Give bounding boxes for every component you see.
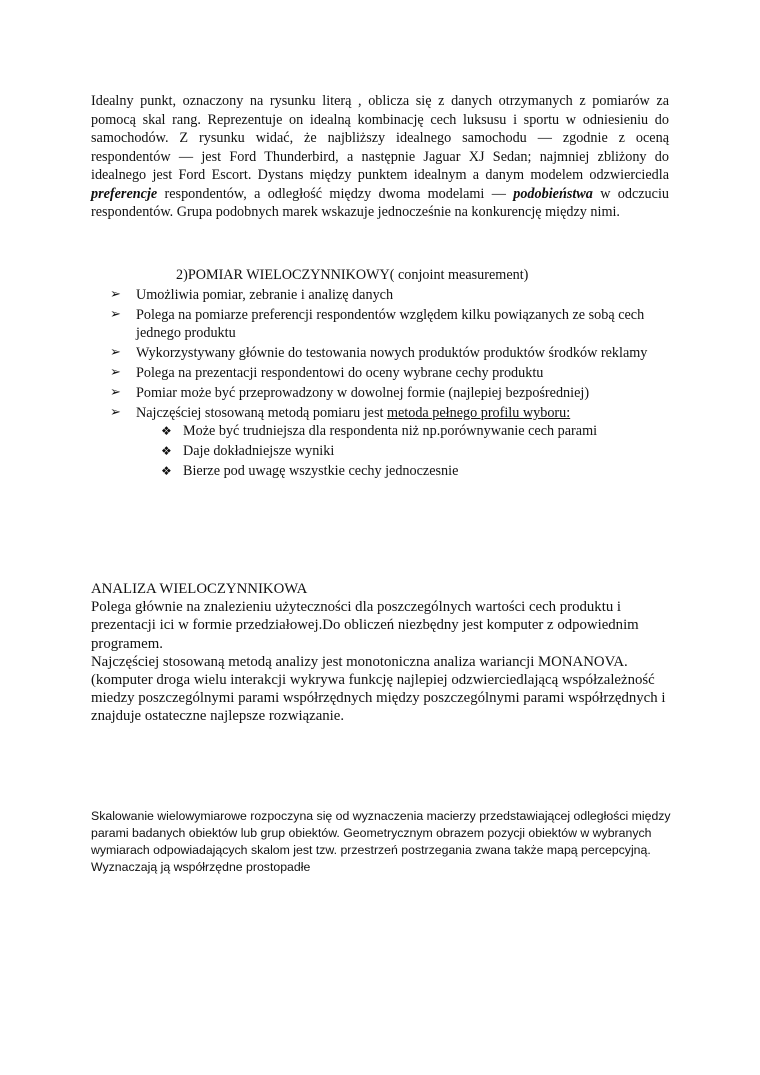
conjoint-bullet-list <box>108 286 668 482</box>
para1-text-2: respondentów, a odległość między dwoma modelami — <box>157 185 514 202</box>
bullet-text: Umożliwia pomiar, zebranie i analizę danych <box>136 287 394 303</box>
bullet-text: Najczęściej stosowaną metodą pomiaru jest <box>136 405 387 421</box>
preferences-term: preferencje <box>91 185 158 202</box>
sub-bullet-item <box>160 422 692 440</box>
multifactor-analysis-section <box>91 580 681 726</box>
bullet-item <box>108 286 668 304</box>
bullet-item <box>108 306 668 342</box>
diamond-bullet-icon: ❖ <box>161 424 172 438</box>
sub-bullet-item <box>160 462 692 480</box>
para1-text-3: w odczuciu respondentów. Grupa podobnych marek wskazuje jednocześnie na konkurencję między nimi. <box>91 185 669 220</box>
bullet-text: Wykorzystywany głównie do testowania nowych produktów produktów środków reklamy <box>136 345 648 361</box>
bullet-item <box>108 384 668 402</box>
arrow-bullet-icon: ➢ <box>110 405 121 420</box>
similarities-term: podobieństwa <box>513 185 593 202</box>
sub-bullet-text: Daje dokładniejsze wyniki <box>183 443 335 459</box>
arrow-bullet-icon: ➢ <box>110 307 121 322</box>
arrow-bullet-icon: ➢ <box>110 365 121 380</box>
analysis-heading: ANALIZA WIELOCZYNNIKOWA <box>91 581 308 597</box>
arrow-bullet-icon: ➢ <box>110 345 121 360</box>
sub-bullet-text: Bierze pod uwagę wszystkie cechy jednoczesnie <box>183 463 459 479</box>
sub-bullet-item <box>160 442 692 460</box>
sub-bullet-list <box>160 422 692 480</box>
mds-paragraph: Skalowanie wielowymiarowe rozpoczyna się od wyznaczenia macierzy przedstawiającej odległości między parami badanych obiektów lub grup obiektów. Geometrycznym obrazem pozycji obiektów w wybranych wymiarach odpowiadających skalom jest tzw. przestrzeń postrzegania zwana także mapą percepcyjną. Wyznaczają ją współrzędne prostopadłe <box>91 809 671 874</box>
bullet-text: Polega na prezentacji respondentowi do oceny wybrane cechy produktu <box>136 365 544 381</box>
para1-text-1: Idealny punkt, oznaczony na rysunku literą , oblicza się z danych otrzymanych z pomiarów za pomocą skal rang. Reprezentuje on idealną kombinację cech luksusu i sportu w odniesieniu do samochodów. Z rysunku widać, że najbliższy idealnego samochodu — zgodnie z oceną respondentów — jest Ford Thunderbird, a następnie Jaguar XJ Sedan; najmniej zbliżony do idealnego jest Ford Escort. Dystans między punktem idealnym a danym modelem odzwierciedla <box>91 93 669 183</box>
bullet-item <box>108 364 668 382</box>
arrow-bullet-icon: ➢ <box>110 287 121 302</box>
bullet-text: Polega na pomiarze preferencji respondentów względem kilku powiązanych ze sobą cech jednego produktu <box>136 307 645 341</box>
diamond-bullet-icon: ❖ <box>161 444 172 458</box>
diamond-bullet-icon: ❖ <box>161 464 172 478</box>
conjoint-heading: 2)POMIAR WIELOCZYNNIKOWY( conjoint measurement) <box>176 267 529 283</box>
arrow-bullet-icon: ➢ <box>110 385 121 400</box>
analysis-paragraph-1: Polega głównie na znalezieniu użyteczności dla poszczególnych wartości cech produktu i prezentacji ici w formie przedziałowej.Do obliczeń niezbędny jest komputer z odpowiednim programem. <box>91 599 639 652</box>
underlined-method: metoda pełnego profilu wyboru: <box>386 405 571 421</box>
bullet-text: Pomiar może być przeprowadzony w dowolnej formie (najlepiej bezpośredniej) <box>136 385 590 401</box>
analysis-paragraph-2: Najczęściej stosowaną metodą analizy jest monotoniczna analiza wariancji MONANOVA. (komputer droga wielu interakcji wykrywa funkcję najlepiej odzwierciedlającą współzależność miedzy poszczególnymi parami współrzędnych między poszczególnymi parami współrzędnych i znajduje ostateczne najlepsze rozwiązanie. <box>91 653 666 725</box>
bullet-item <box>108 344 668 362</box>
ideal-point-paragraph <box>91 92 669 222</box>
sub-bullet-text: Może być trudniejsza dla respondenta niż np.porównywanie cech parami <box>183 423 598 439</box>
bullet-item <box>108 404 668 480</box>
